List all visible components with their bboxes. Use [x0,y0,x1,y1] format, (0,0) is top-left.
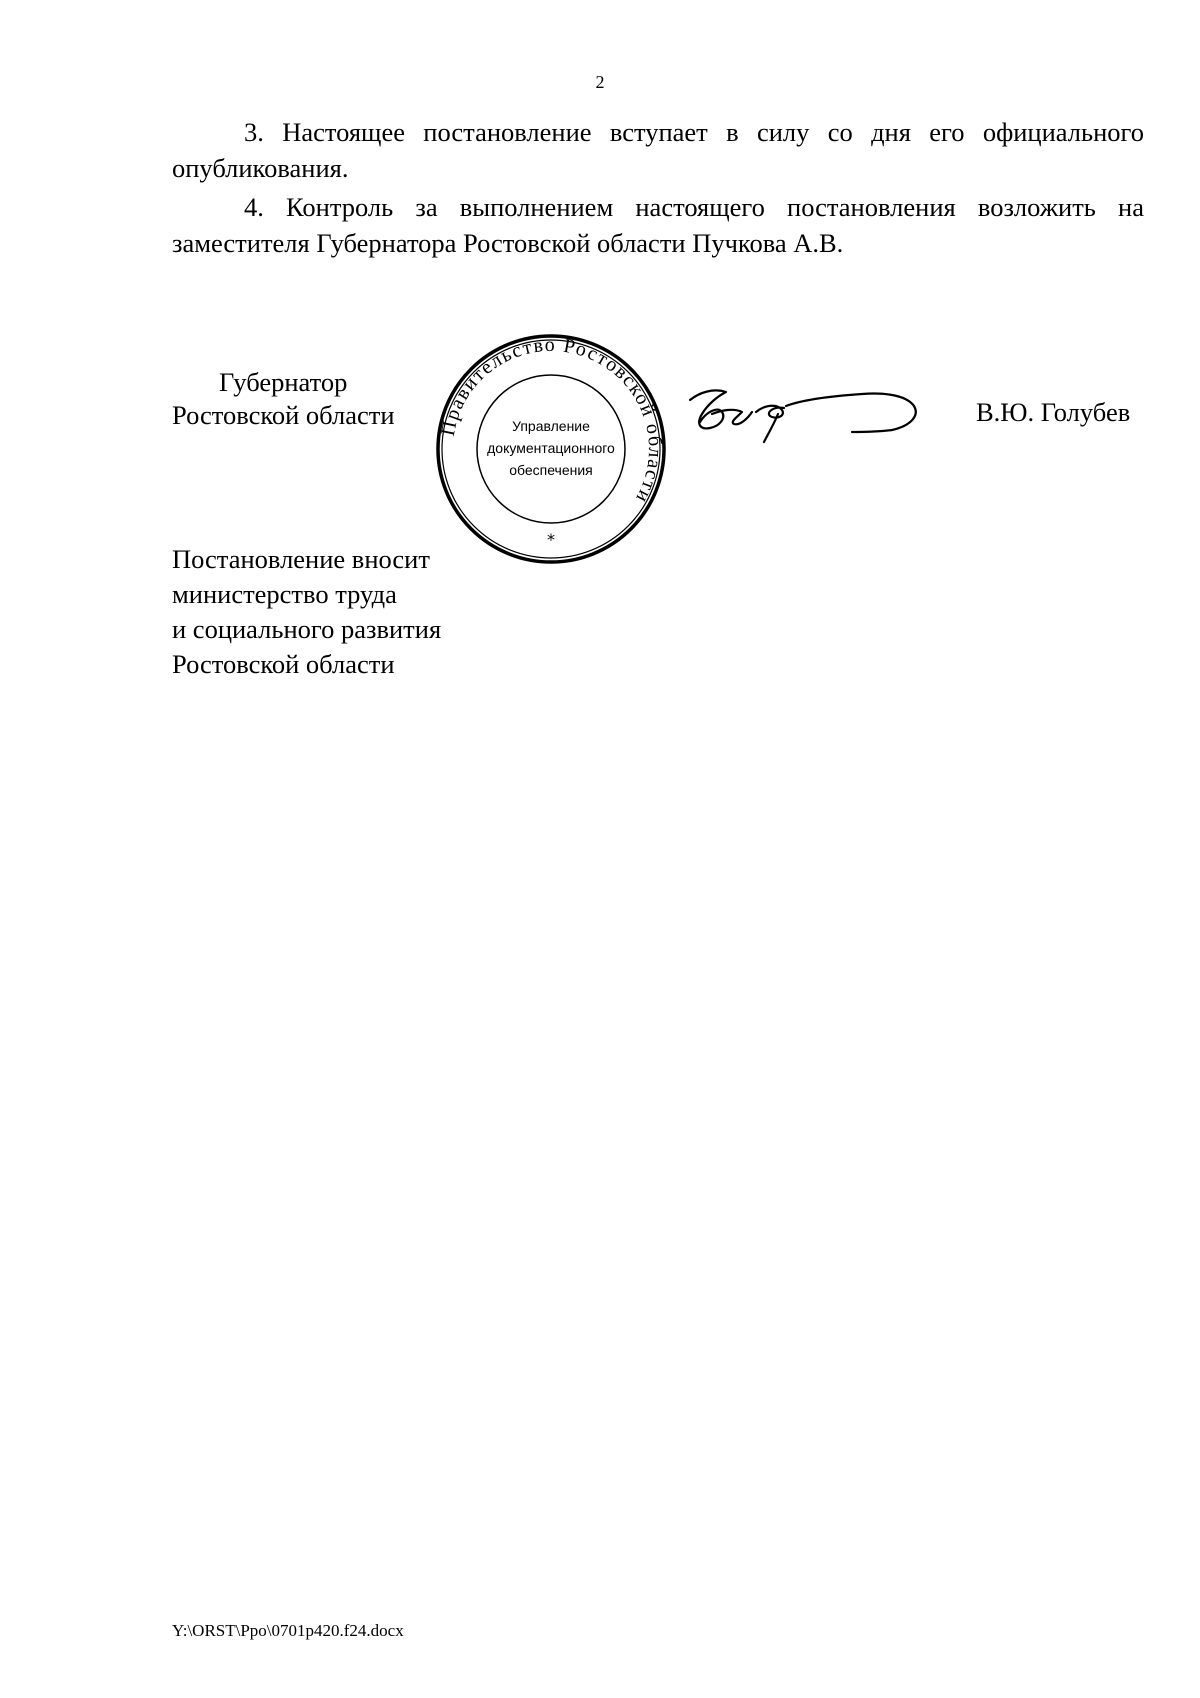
signer-name: В.Ю. Голубев [976,397,1131,427]
introduced-by-block [172,542,441,682]
introduced-by-line3: и социального развития [172,614,442,644]
signatory-title-line2: Ростовской области [172,400,395,430]
introduced-by-line2: министерство труда [172,579,397,609]
seal-inner-line1: Управление [512,418,590,434]
official-seal [435,333,667,565]
introduced-by-line4: Ростовской области [172,649,395,679]
page-number: 2 [595,72,605,92]
signatory-title-line1: Губернатор [219,367,348,397]
seal-inner-line2: документационного [487,440,615,456]
seal-inner-line3: обеспечения [509,462,593,478]
paragraph-4: 4. Контроль за выполнением настоящего постановления возложить на заместителя Губернатора Ростовской области Пучкова А.В. [172,192,1144,258]
footer-file-path: Y:\ORST\Ppo\0701p420.f24.docx [172,1621,404,1640]
seal-outer-text-span: Правительство Ростовской области [436,333,667,508]
paragraph-3: 3. Настоящее постановление вступает в силу со дня его официального опубликования. [172,117,1144,183]
introduced-by-line1: Постановление вносит [172,544,430,574]
handwritten-signature [682,382,932,452]
signatory-title [172,366,395,432]
seal-star: * [547,530,555,549]
document-body [172,114,1144,264]
